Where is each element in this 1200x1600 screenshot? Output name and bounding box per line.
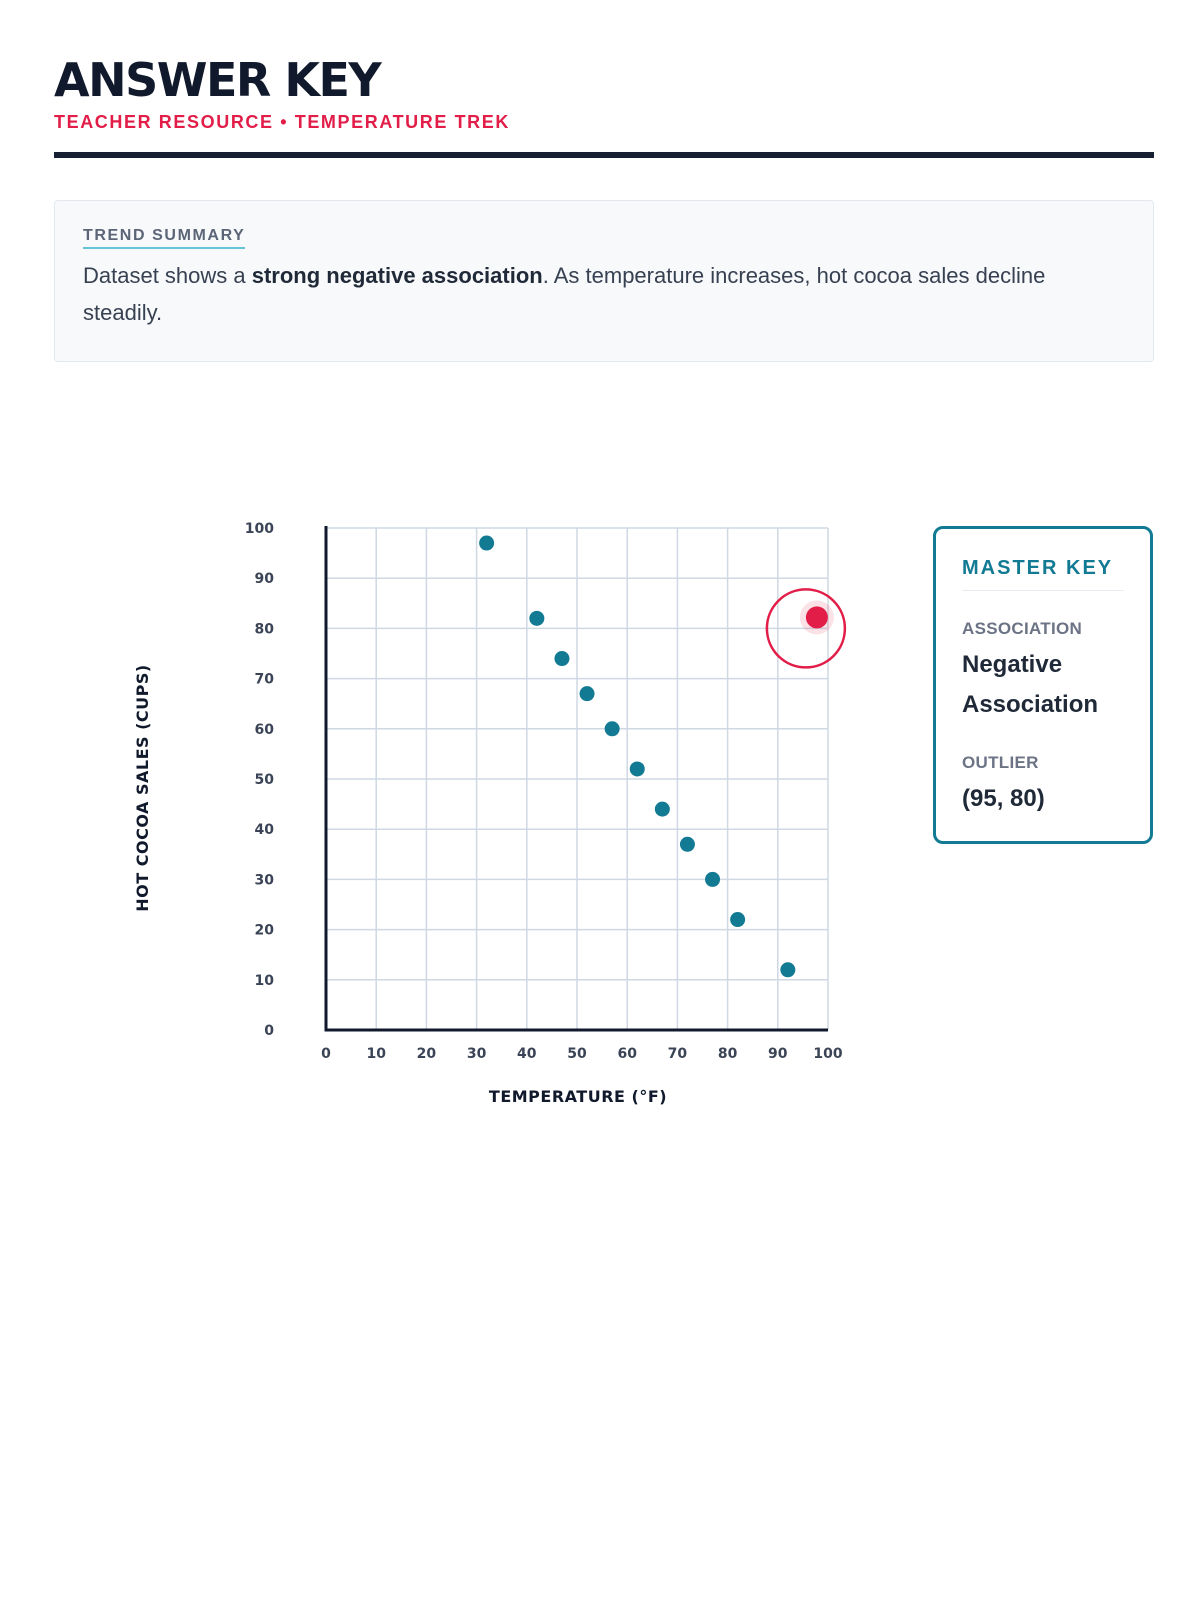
summary-text-after: . As temperature increases, hot cocoa sales decline steadily. bbox=[83, 263, 1046, 325]
association-value: Negative Association bbox=[962, 651, 1099, 718]
y-axis-label: HOT COCOA SALES (CUPS) bbox=[133, 664, 152, 912]
y-tick-label: 50 bbox=[254, 772, 274, 788]
outlier-point bbox=[806, 606, 828, 628]
x-tick-label: 90 bbox=[768, 1046, 788, 1062]
x-axis-label: TEMPERATURE (°F) bbox=[488, 1087, 668, 1106]
y-tick-label: 30 bbox=[254, 872, 274, 889]
outlier-label: OUTLIER bbox=[962, 753, 1039, 772]
y-tick-label: 90 bbox=[254, 571, 274, 588]
x-tick-label: 80 bbox=[717, 1046, 738, 1062]
data-point bbox=[680, 837, 695, 852]
y-tick-label: 70 bbox=[254, 671, 274, 688]
x-tick-labels bbox=[321, 1046, 843, 1062]
y-tick-labels bbox=[245, 521, 274, 1039]
x-tick-label: 100 bbox=[813, 1046, 843, 1062]
x-tick-label: 50 bbox=[567, 1046, 587, 1062]
outlier-value: (95, 80) bbox=[962, 785, 1045, 812]
data-point bbox=[529, 611, 544, 626]
data-point bbox=[479, 536, 494, 551]
summary-text-before: Dataset shows a bbox=[83, 263, 252, 288]
master-key-title: MASTER KEY bbox=[962, 557, 1124, 591]
y-tick-label: 20 bbox=[254, 922, 274, 939]
y-tick-label: 60 bbox=[254, 721, 274, 738]
y-tick-label: 0 bbox=[264, 1023, 274, 1039]
data-point bbox=[554, 651, 569, 666]
y-tick-label: 100 bbox=[244, 521, 274, 537]
master-key-card bbox=[933, 526, 1153, 844]
association-label: ASSOCIATION bbox=[962, 619, 1083, 638]
summary-text-bold: strong negative association bbox=[251, 263, 543, 288]
trend-summary-heading: TREND SUMMARY bbox=[83, 227, 245, 249]
x-tick-label: 30 bbox=[466, 1046, 487, 1062]
x-tick-label: 40 bbox=[517, 1046, 537, 1062]
y-tick-label: 10 bbox=[254, 972, 274, 989]
page-subtitle: TEACHER RESOURCE • TEMPERATURE TREK bbox=[54, 112, 510, 132]
y-tick-label: 80 bbox=[254, 621, 274, 638]
x-tick-label: 60 bbox=[617, 1046, 637, 1062]
data-point bbox=[780, 962, 795, 977]
data-point bbox=[630, 761, 645, 776]
x-tick-label: 10 bbox=[366, 1046, 386, 1062]
chart-grid bbox=[326, 528, 828, 1030]
y-tick-label: 40 bbox=[254, 822, 274, 839]
data-point bbox=[730, 912, 745, 927]
page-title: ANSWER KEY bbox=[54, 53, 381, 107]
x-tick-label: 20 bbox=[416, 1046, 437, 1062]
x-tick-label: 70 bbox=[667, 1046, 688, 1062]
x-tick-label: 0 bbox=[321, 1046, 331, 1062]
data-point bbox=[655, 802, 670, 817]
data-point bbox=[605, 721, 620, 736]
data-point bbox=[580, 686, 595, 701]
data-point bbox=[705, 872, 720, 887]
